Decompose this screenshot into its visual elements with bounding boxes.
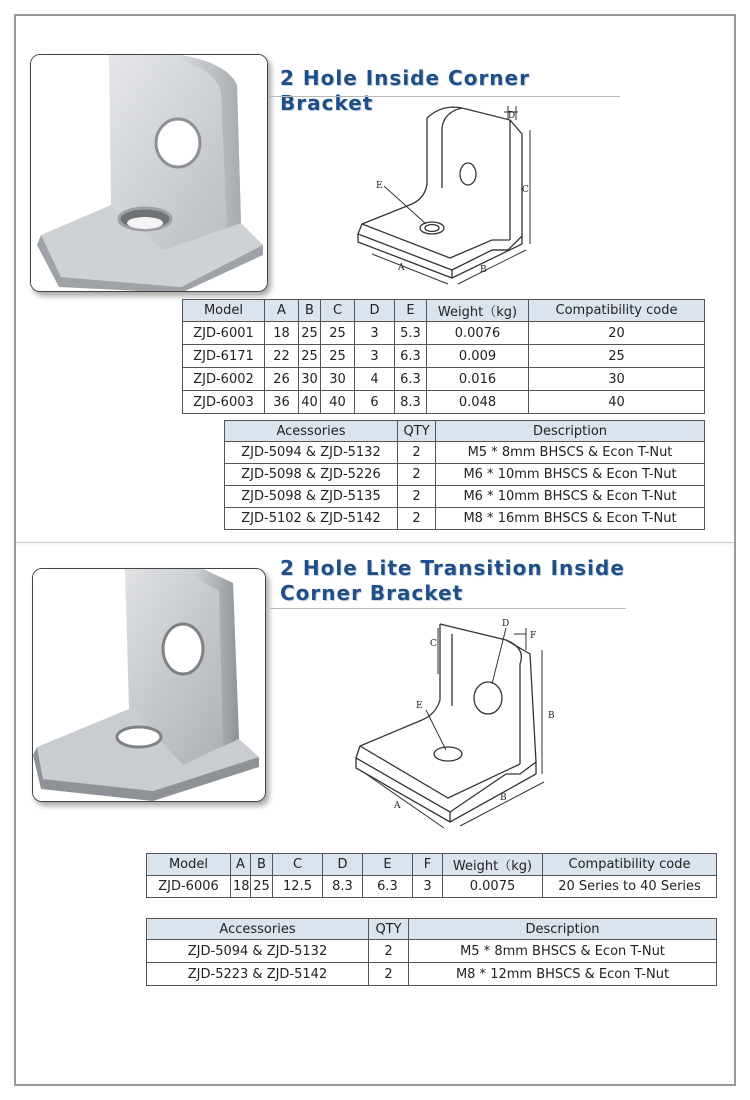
dim-label-d: D bbox=[502, 619, 510, 629]
table-row bbox=[147, 940, 717, 963]
table-cell: ZJD-5223 & ZJD-5142 bbox=[147, 963, 369, 986]
table-cell: 5.3 bbox=[395, 322, 427, 345]
table-row bbox=[147, 963, 717, 986]
table-cell: 2 bbox=[398, 464, 436, 486]
col-header-c: C bbox=[273, 854, 323, 876]
table-cell: 18 bbox=[265, 322, 299, 345]
table-cell: 2 bbox=[369, 963, 409, 986]
table-cell: 3 bbox=[355, 345, 395, 368]
table-row bbox=[183, 391, 705, 414]
col-header-accessories: Acessories bbox=[225, 421, 398, 442]
col-header-weight: Weight（kg) bbox=[443, 854, 543, 876]
section2-title-line1: 2 Hole Lite Transition Inside bbox=[280, 556, 625, 580]
col-header-c: C bbox=[321, 300, 355, 322]
table-cell: 3 bbox=[413, 876, 443, 898]
table-cell: M6 * 10mm BHSCS & Econ T-Nut bbox=[436, 486, 705, 508]
table-cell: ZJD-6002 bbox=[183, 368, 265, 391]
col-header-qty: QTY bbox=[369, 919, 409, 940]
table-cell: 2 bbox=[398, 442, 436, 464]
table-cell: 2 bbox=[369, 940, 409, 963]
dim-label-e: E bbox=[376, 181, 383, 191]
table-cell: 22 bbox=[265, 345, 299, 368]
col-header-b: B bbox=[299, 300, 321, 322]
table-row bbox=[225, 508, 705, 530]
table-row bbox=[183, 368, 705, 391]
section2-accessories-table bbox=[146, 918, 717, 986]
table-cell: M5 * 8mm BHSCS & Econ T-Nut bbox=[409, 940, 717, 963]
section-divider bbox=[16, 542, 734, 543]
table-cell: 18 bbox=[231, 876, 251, 898]
dim-label-c: C bbox=[522, 185, 529, 195]
table-row bbox=[225, 442, 705, 464]
bracket-photo-2 bbox=[32, 568, 266, 802]
table-cell: 20 bbox=[529, 322, 705, 345]
col-header-f: F bbox=[413, 854, 443, 876]
section1-diagram bbox=[332, 100, 552, 290]
dim-label-d: D bbox=[508, 111, 516, 121]
table-cell: 2 bbox=[398, 486, 436, 508]
dim-label-a: A bbox=[398, 263, 405, 273]
table-cell: 8.3 bbox=[395, 391, 427, 414]
section1-spec-table bbox=[182, 299, 705, 414]
table-cell: ZJD-6001 bbox=[183, 322, 265, 345]
section2-title-line2: Corner Bracket bbox=[280, 581, 464, 605]
table-cell: 0.016 bbox=[427, 368, 529, 391]
table-row bbox=[225, 486, 705, 508]
table-cell: 25 bbox=[321, 322, 355, 345]
dim-label-b2: B bbox=[500, 793, 507, 803]
table-cell: 25 bbox=[299, 322, 321, 345]
table-cell: 25 bbox=[299, 345, 321, 368]
table-cell: 2 bbox=[398, 508, 436, 530]
col-header-d: D bbox=[355, 300, 395, 322]
col-header-a: A bbox=[265, 300, 299, 322]
table-cell: ZJD-6171 bbox=[183, 345, 265, 368]
section2-diagram bbox=[330, 614, 570, 836]
col-header-b: B bbox=[251, 854, 273, 876]
col-header-e: E bbox=[395, 300, 427, 322]
table-cell: 6.3 bbox=[395, 368, 427, 391]
table-cell: 30 bbox=[321, 368, 355, 391]
table-cell: 6.3 bbox=[395, 345, 427, 368]
table-cell: 12.5 bbox=[273, 876, 323, 898]
table-cell: 26 bbox=[265, 368, 299, 391]
col-header-model: Model bbox=[147, 854, 231, 876]
table-cell: 0.0076 bbox=[427, 322, 529, 345]
col-header-compat: Compatibility code bbox=[529, 300, 705, 322]
col-header-description: Description bbox=[409, 919, 717, 940]
section2-title-rule bbox=[270, 608, 626, 609]
table-row bbox=[183, 322, 705, 345]
dim-label-b: B bbox=[480, 265, 487, 275]
dim-label-f: F bbox=[530, 631, 537, 641]
col-header-a: A bbox=[231, 854, 251, 876]
table-cell: 40 bbox=[529, 391, 705, 414]
table-cell: M6 * 10mm BHSCS & Econ T-Nut bbox=[436, 464, 705, 486]
col-header-qty: QTY bbox=[398, 421, 436, 442]
table-cell: ZJD-5102 & ZJD-5142 bbox=[225, 508, 398, 530]
table-cell: M8 * 16mm BHSCS & Econ T-Nut bbox=[436, 508, 705, 530]
table-row bbox=[183, 345, 705, 368]
table-cell: 25 bbox=[529, 345, 705, 368]
table-cell: 0.0075 bbox=[443, 876, 543, 898]
table-row bbox=[225, 464, 705, 486]
table-cell: 30 bbox=[529, 368, 705, 391]
table-cell: 25 bbox=[321, 345, 355, 368]
dim-label-c: C bbox=[430, 639, 437, 649]
table-cell: ZJD-5098 & ZJD-5135 bbox=[225, 486, 398, 508]
table-cell: 4 bbox=[355, 368, 395, 391]
col-header-description: Description bbox=[436, 421, 705, 442]
section1-title: 2 Hole Inside Corner Bracket bbox=[280, 66, 530, 115]
table-row bbox=[147, 876, 717, 898]
col-header-e: E bbox=[363, 854, 413, 876]
table-cell: 6 bbox=[355, 391, 395, 414]
table-cell: ZJD-5094 & ZJD-5132 bbox=[147, 940, 369, 963]
table-cell: M5 * 8mm BHSCS & Econ T-Nut bbox=[436, 442, 705, 464]
table-cell: ZJD-6003 bbox=[183, 391, 265, 414]
dim-label-b: B bbox=[548, 711, 555, 721]
table-cell: 3 bbox=[355, 322, 395, 345]
dim-label-a: A bbox=[394, 801, 401, 811]
bracket-photo-1 bbox=[30, 54, 268, 292]
section1-accessories-table bbox=[224, 420, 705, 530]
table-cell: 20 Series to 40 Series bbox=[543, 876, 717, 898]
table-cell: 30 bbox=[299, 368, 321, 391]
table-cell: 25 bbox=[251, 876, 273, 898]
col-header-weight: Weight（kg) bbox=[427, 300, 529, 322]
table-cell: 40 bbox=[321, 391, 355, 414]
section1-title-rule bbox=[270, 96, 620, 97]
table-cell: 0.009 bbox=[427, 345, 529, 368]
table-cell: ZJD-6006 bbox=[147, 876, 231, 898]
table-cell: M8 * 12mm BHSCS & Econ T-Nut bbox=[409, 963, 717, 986]
col-header-d: D bbox=[323, 854, 363, 876]
table-cell: 8.3 bbox=[323, 876, 363, 898]
table-cell: 6.3 bbox=[363, 876, 413, 898]
col-header-model: Model bbox=[183, 300, 265, 322]
table-cell: ZJD-5094 & ZJD-5132 bbox=[225, 442, 398, 464]
table-cell: 0.048 bbox=[427, 391, 529, 414]
table-cell: ZJD-5098 & ZJD-5226 bbox=[225, 464, 398, 486]
table-cell: 36 bbox=[265, 391, 299, 414]
col-header-compat: Compatibility code bbox=[543, 854, 717, 876]
table-cell: 40 bbox=[299, 391, 321, 414]
col-header-accessories: Accessories bbox=[147, 919, 369, 940]
section2-spec-table bbox=[146, 853, 717, 898]
dim-label-e: E bbox=[416, 701, 423, 711]
